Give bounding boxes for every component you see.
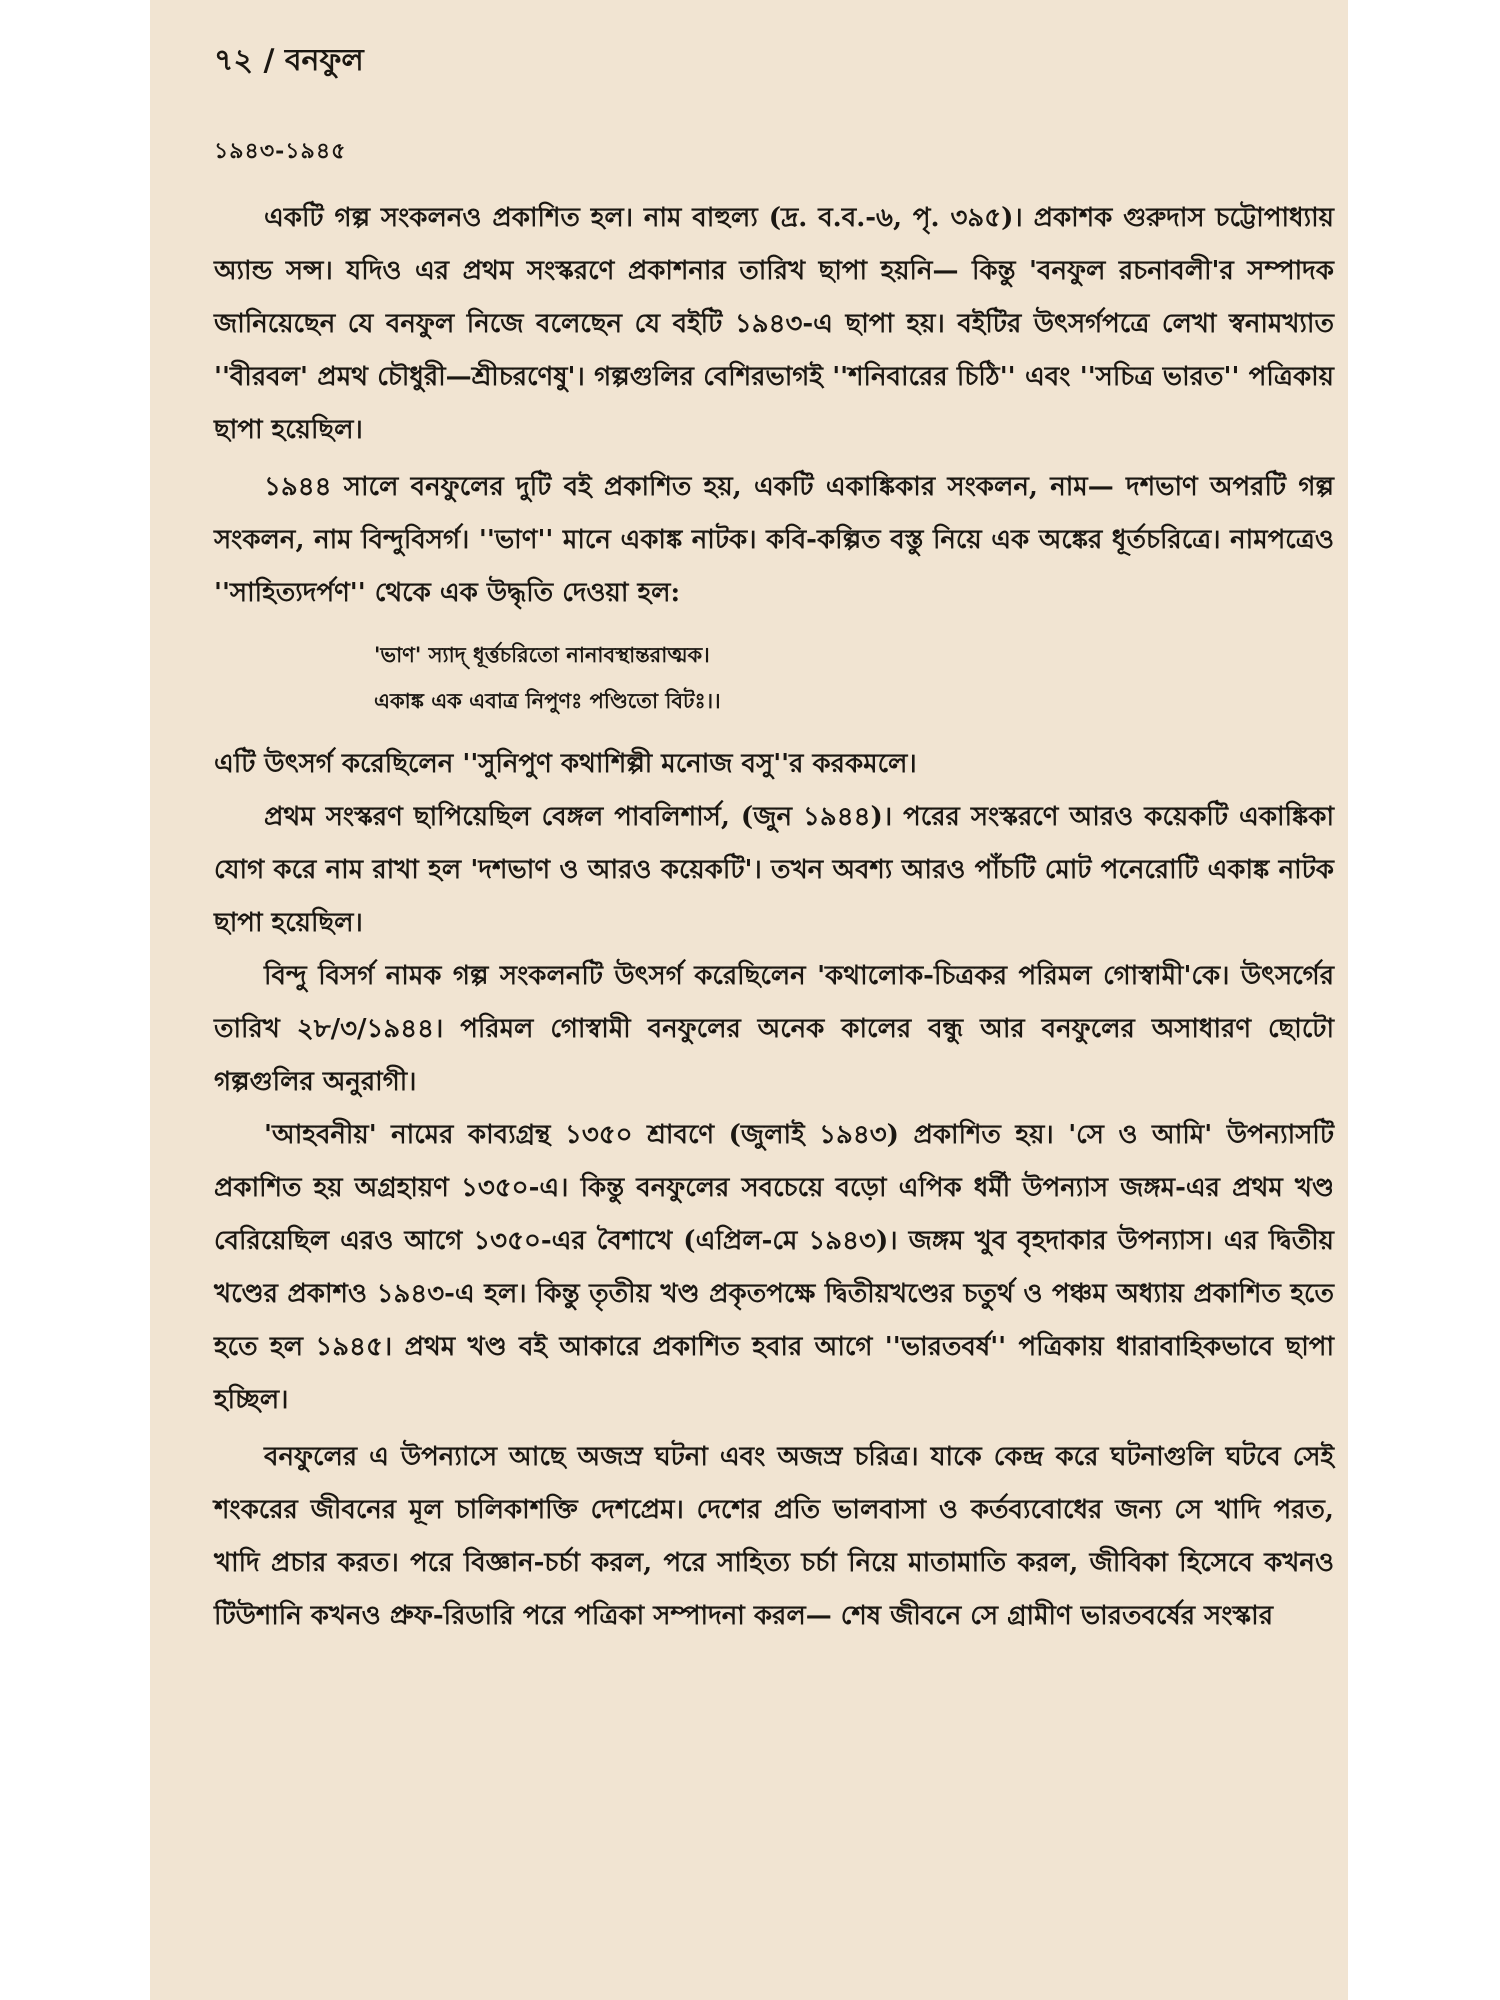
quoted-verse [374,632,1334,724]
paragraph-7: বনফুলের এ উপন্যাসে আছে অজস্র ঘটনা এবং অজস্র চরিত্র। যাকে কেন্দ্র করে ঘটনাগুলি ঘটবে সেই শংকরের জীবনের মূল চালিকাশক্তি দেশপ্রেম। দেশের প্রতি ভালবাসা ও কর্তব্যবোধের জন্য সে খাদি পরত, খাদি প্রচার করত। পরে বিজ্ঞান-চর্চা করল, পরে সাহিত্য চর্চা নিয়ে মাতামাতি করল, জীবিকা হিসেবে কখনও টিউশানি কখনও প্রুফ-রিডারি পরে পত্রিকা সম্পাদনা করল— শেষ জীবনে সে গ্রামীণ ভারতবর্ষের সংস্কার [214,1442,1344,1631]
paragraph-5: বিন্দু বিসর্গ নামক গল্প সংকলনটি উৎসর্গ করেছিলেন 'কথালোক-চিত্রকর পরিমল গোস্বামী'কে। উৎসর্গের তারিখ ২৮/৩/১৯৪৪। পরিমল গোস্বামী বনফুলের অনেক কালের বন্ধু আর বনফুলের অসাধারণ ছোটো গল্পগুলির অনুরাগী। [214,961,1344,1097]
paragraph-1: একটি গল্প সংকলনও প্রকাশিত হল। নাম বাহুল্য (দ্র. ব.ব.-৬, পৃ. ৩৯৫)। প্রকাশক গুরুদাস চট্টোপাধ্যায় অ্যান্ড সন্স। যদিও এর প্রথম সংস্করণে প্রকাশনার তারিখ ছাপা হয়নি— কিন্তু 'বনফুল রচনাবলী'র সম্পাদক জানিয়েছেন যে বনফুল নিজে বলেছেন যে বইটি ১৯৪৩-এ ছাপা হয়। বইটির উৎসর্গপত্রে লেখা স্বনামখ্যাত ''বীরবল' প্রমথ চৌধুরী—শ্রীচরণেষু'। গল্পগুলির বেশিরভাগই ''শনিবারের চিঠি'' এবং ''সচিত্র ভারত'' পত্রিকায় ছাপা হয়েছিল। [214,203,1344,445]
section-years: ১৯৪৩-১৯৪৫ [214,138,347,164]
page-body [214,192,1344,1643]
running-header: ৭২ / বনফুল [214,43,364,78]
paragraph-6: 'আহবনীয়' নামের কাব্যগ্রন্থ ১৩৫০ শ্রাবণে (জুলাই ১৯৪৩) প্রকাশিত হয়। 'সে ও আমি' উপন্যাসটি প্রকাশিত হয় অগ্রহায়ণ ১৩৫০-এ। কিন্তু বনফুলের সবচেয়ে বড়ো এপিক ধর্মী উপন্যাস জঙ্গম-এর প্রথম খণ্ড বেরিয়েছিল এরও আগে ১৩৫০-এর বৈশাখে (এপ্রিল-মে ১৯৪৩)। জঙ্গম খুব বৃহদাকার উপন্যাস। এর দ্বিতীয় খণ্ডের প্রকাশও ১৯৪৩-এ হল। কিন্তু তৃতীয় খণ্ড প্রকৃতপক্ষে দ্বিতীয়খণ্ডের চতুর্থ ও পঞ্চম অধ্যায় প্রকাশিত হতে হতে হল ১৯৪৫। প্রথম খণ্ড বই আকারে প্রকাশিত হবার আগে ''ভারতবর্ষ'' পত্রিকায় ধারাবাহিকভাবে ছাপা হচ্ছিল। [214,1120,1344,1415]
book-page [150,0,1348,2000]
verse-line: 'ভাণ' স্যাদ্ ধূর্ত্তচরিতো নানাবস্থান্তরাত্মক। [374,642,710,667]
paragraph-4: প্রথম সংস্করণ ছাপিয়েছিল বেঙ্গল পাবলিশার্স, (জুন ১৯৪৪)। পরের সংস্করণে আরও কয়েকটি একাঙ্কিকা যোগ করে নাম রাখা হল 'দশভাণ ও আরও কয়েকটি'। তখন অবশ্য আরও পাঁচটি মোট পনেরোটি একাঙ্ক নাটক ছাপা হয়েছিল। [214,802,1344,938]
verse-line: একাঙ্ক এক এবাত্র নিপুণঃ পণ্ডিতো বিটঃ।। [374,688,721,713]
paragraph-2: ১৯৪৪ সালে বনফুলের দুটি বই প্রকাশিত হয়, একটি একাঙ্কিকার সংকলন, নাম— দশভাণ অপরটি গল্প সংকলন, নাম বিন্দুবিসর্গ। ''ভাণ'' মানে একাঙ্ক নাটক। কবি-কল্পিত বস্তু নিয়ে এক অঙ্কের ধূর্তচরিত্রে। নামপত্রেও ''সাহিত্যদর্পণ'' থেকে এক উদ্ধৃতি দেওয়া হল: [214,472,1344,608]
paragraph-3: এটি উৎসর্গ করেছিলেন ''সুনিপুণ কথাশিল্পী মনোজ বসু''র করকমলে। [214,749,917,779]
